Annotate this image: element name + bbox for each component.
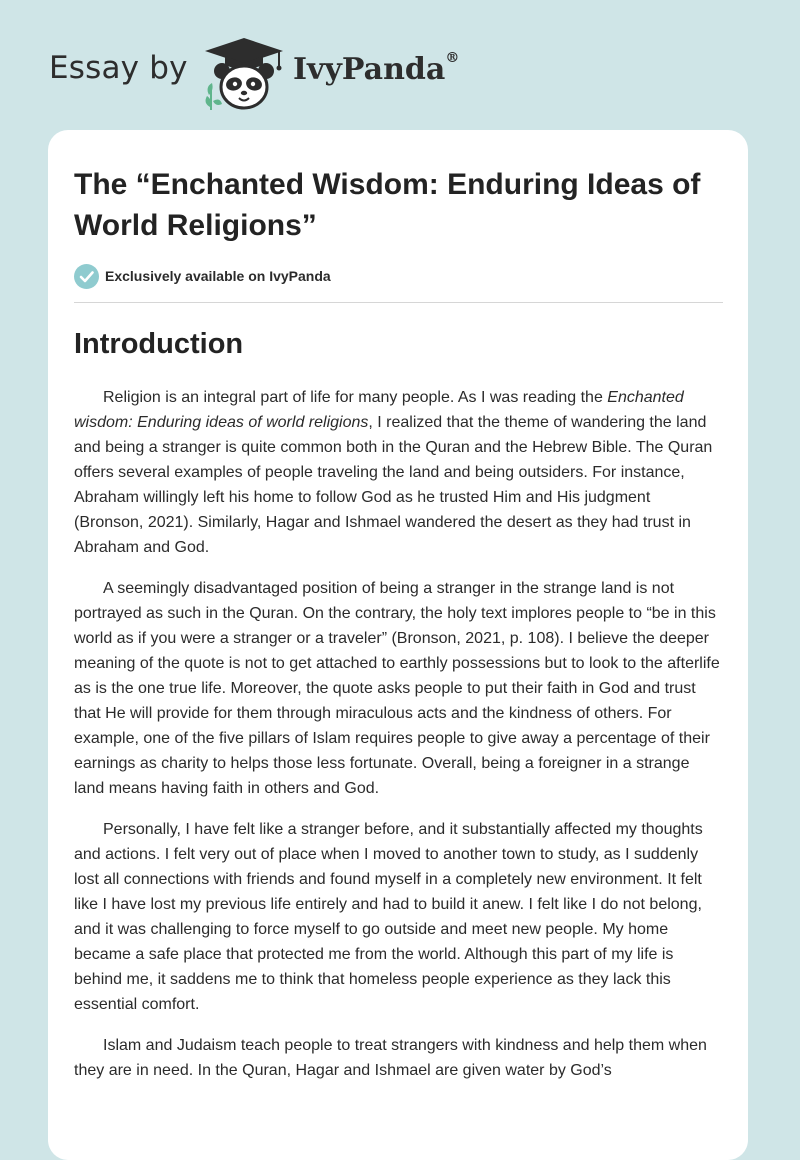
section-heading: Introduction [74,328,244,360]
check-circle-icon [74,264,99,289]
paragraph [74,385,723,560]
paragraph: Islam and Judaism teach people to treat strangers with kindness and help them when they are in need. In the Quran, Hagar and Ishmael are given water by God’s [74,1037,707,1079]
site-header [0,0,800,120]
panda-graduate-icon[interactable] [201,37,287,111]
exclusive-badge-text: Exclusively available on IvyPanda [105,268,331,284]
divider [74,302,723,303]
book-title-emphasis: Enchanted wisdom: Enduring ideas of world religions [74,389,684,431]
exclusive-badge [74,263,331,289]
paragraph: A seemingly disadvantaged position of being a stranger in the strange land is not portrayed as such in the Quran. On the contrary, the holy text implores people to “be in this world as if you were a stranger or a traveler” (Bronson, 2021, p. 108). I believe the deeper meaning of the quote is not to get attached to earthly possessions but to look to the afterlife as is the one true life. Moreover, the quote asks people to put their faith in God and trust that He will provide for them through miraculous acts and the kindness of others. For example, one of the five pillars of Islam requires people to give away a percentage of their earnings as charity to helps those less fortunate. Overall, being a foreigner in a strange land means having faith in others and God. [74,580,720,797]
paragraph-text: Religion is an integral part of life for many people. As I was reading the [103,389,608,406]
paragraph: Personally, I have felt like a stranger before, and it substantially affected my thoughts and actions. I felt very out of place when I moved to another town to study, as I suddenly lost all connections with friends and found myself in a completely new environment. It felt like I have lost my previous life entirely and had to build it anew. I felt like I do not belong, and it was challenging to force myself to go outside and meet new people. My home became a safe place that protected me from the world. Although this part of my life is behind me, it saddens me to think that homeless people experience as they lack this essential comfort. [74,821,703,1013]
essay-card [48,130,748,1160]
essay-title: The “Enchanted Wisdom: Enduring Ideas of World Religions” [74,168,701,242]
brand-prefix: Essay by [49,50,188,86]
registered-mark: ® [445,50,460,66]
paragraph-text: , I realized that the theme of wandering the land and being a stranger is quite common both in the Quran and the Hebrew Bible. The Quran offers several examples of people traveling the land and being outsiders. For instance, Abraham willingly left his home to follow God as he trusted Him and His judgment (Bronson, 2021). Similarly, Hagar and Ishmael wandered the desert as they had trust in Abraham and God. [74,414,713,556]
brand-name-text: IvyPanda [293,52,446,87]
essay-body [74,385,723,1115]
brand-name[interactable] [293,52,459,87]
